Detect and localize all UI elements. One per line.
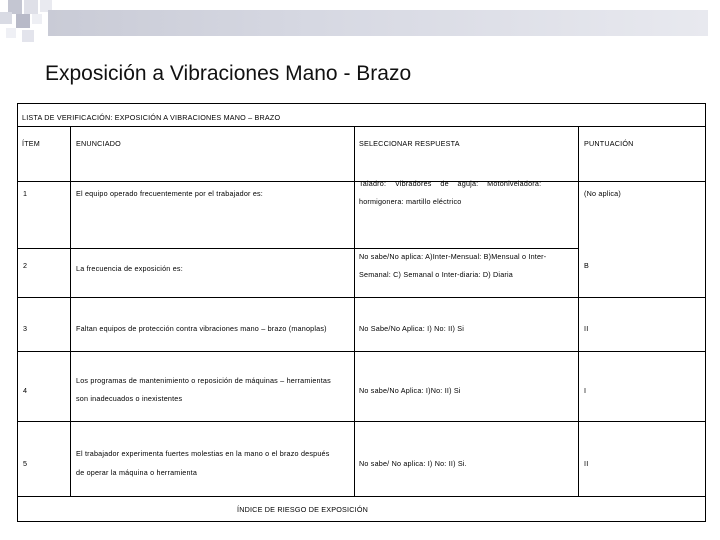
row-answer: Semanal: C) Semanal o Inter-diaria: D) Diaria (359, 270, 514, 279)
row-answer: hormigonera: martillo eléctrico (359, 197, 462, 206)
table-rule (18, 496, 705, 497)
row-item: 1 (23, 189, 28, 198)
row-statement: Los programas de mantenimiento o reposición de máquinas – herramientas (76, 376, 331, 385)
decor-square (16, 14, 30, 28)
row-score: I (584, 386, 587, 395)
row-answer: Taladro: Vibradores de aguja: Motoniveladora: (359, 179, 542, 188)
table-rule (18, 248, 578, 249)
decor-square (32, 14, 42, 24)
row-answer: No sabe/No aplica: A)Inter-Mensual: B)Mensual o Inter- (359, 252, 547, 261)
row-item: 4 (23, 386, 28, 395)
row-statement: La frecuencia de exposición es: (76, 264, 183, 273)
checklist-table (17, 103, 706, 522)
table-rule (578, 126, 579, 496)
row-answer: No sabe/No Aplica: I)No: II) Si (359, 386, 461, 395)
row-statement: de operar la máquina o herramienta (76, 468, 198, 477)
row-answer: No Sabe/No Aplica: I) No: II) Si (359, 324, 465, 333)
header-statement: ENUNCIADO (76, 139, 121, 148)
slide-title: Exposición a Vibraciones Mano - Brazo (45, 62, 412, 85)
row-score: II (584, 324, 589, 333)
decor-square (24, 0, 38, 14)
row-score: (No aplica) (584, 189, 621, 198)
table-rule (18, 351, 705, 352)
table-rule (18, 421, 705, 422)
row-score: B (584, 261, 589, 270)
row-statement: son inadecuados o inexistentes (76, 394, 183, 403)
header-answer: SELECCIONAR RESPUESTA (359, 139, 460, 148)
decor-square (0, 12, 12, 24)
row-item: 3 (23, 324, 28, 333)
header-score: PUNTUACIÓN (584, 139, 634, 148)
table-rule (354, 126, 355, 496)
row-statement: Faltan equipos de protección contra vibraciones mano – brazo (manoplas) (76, 324, 327, 333)
table-rule (18, 297, 705, 298)
header-item: ÍTEM (22, 139, 40, 148)
decor-square (6, 28, 16, 38)
table-rule (70, 126, 71, 496)
row-statement: El trabajador experimenta fuertes molestias en la mano o el brazo después (76, 449, 330, 458)
table-caption: LISTA DE VERIFICACIÓN: EXPOSICIÓN A VIBRACIONES MANO – BRAZO (22, 113, 281, 122)
row-statement: El equipo operado frecuentemente por el trabajador es: (76, 189, 264, 198)
row-item: 2 (23, 261, 28, 270)
decor-square (22, 30, 34, 42)
row-answer: No sabe/ No aplica: I) No: II) Si. (359, 459, 467, 468)
table-footer: ÍNDICE DE RIESGO DE EXPOSICIÓN (237, 505, 369, 514)
row-item: 5 (23, 459, 28, 468)
row-score: II (584, 459, 589, 468)
header-band (48, 10, 708, 36)
table-rule (18, 126, 705, 127)
